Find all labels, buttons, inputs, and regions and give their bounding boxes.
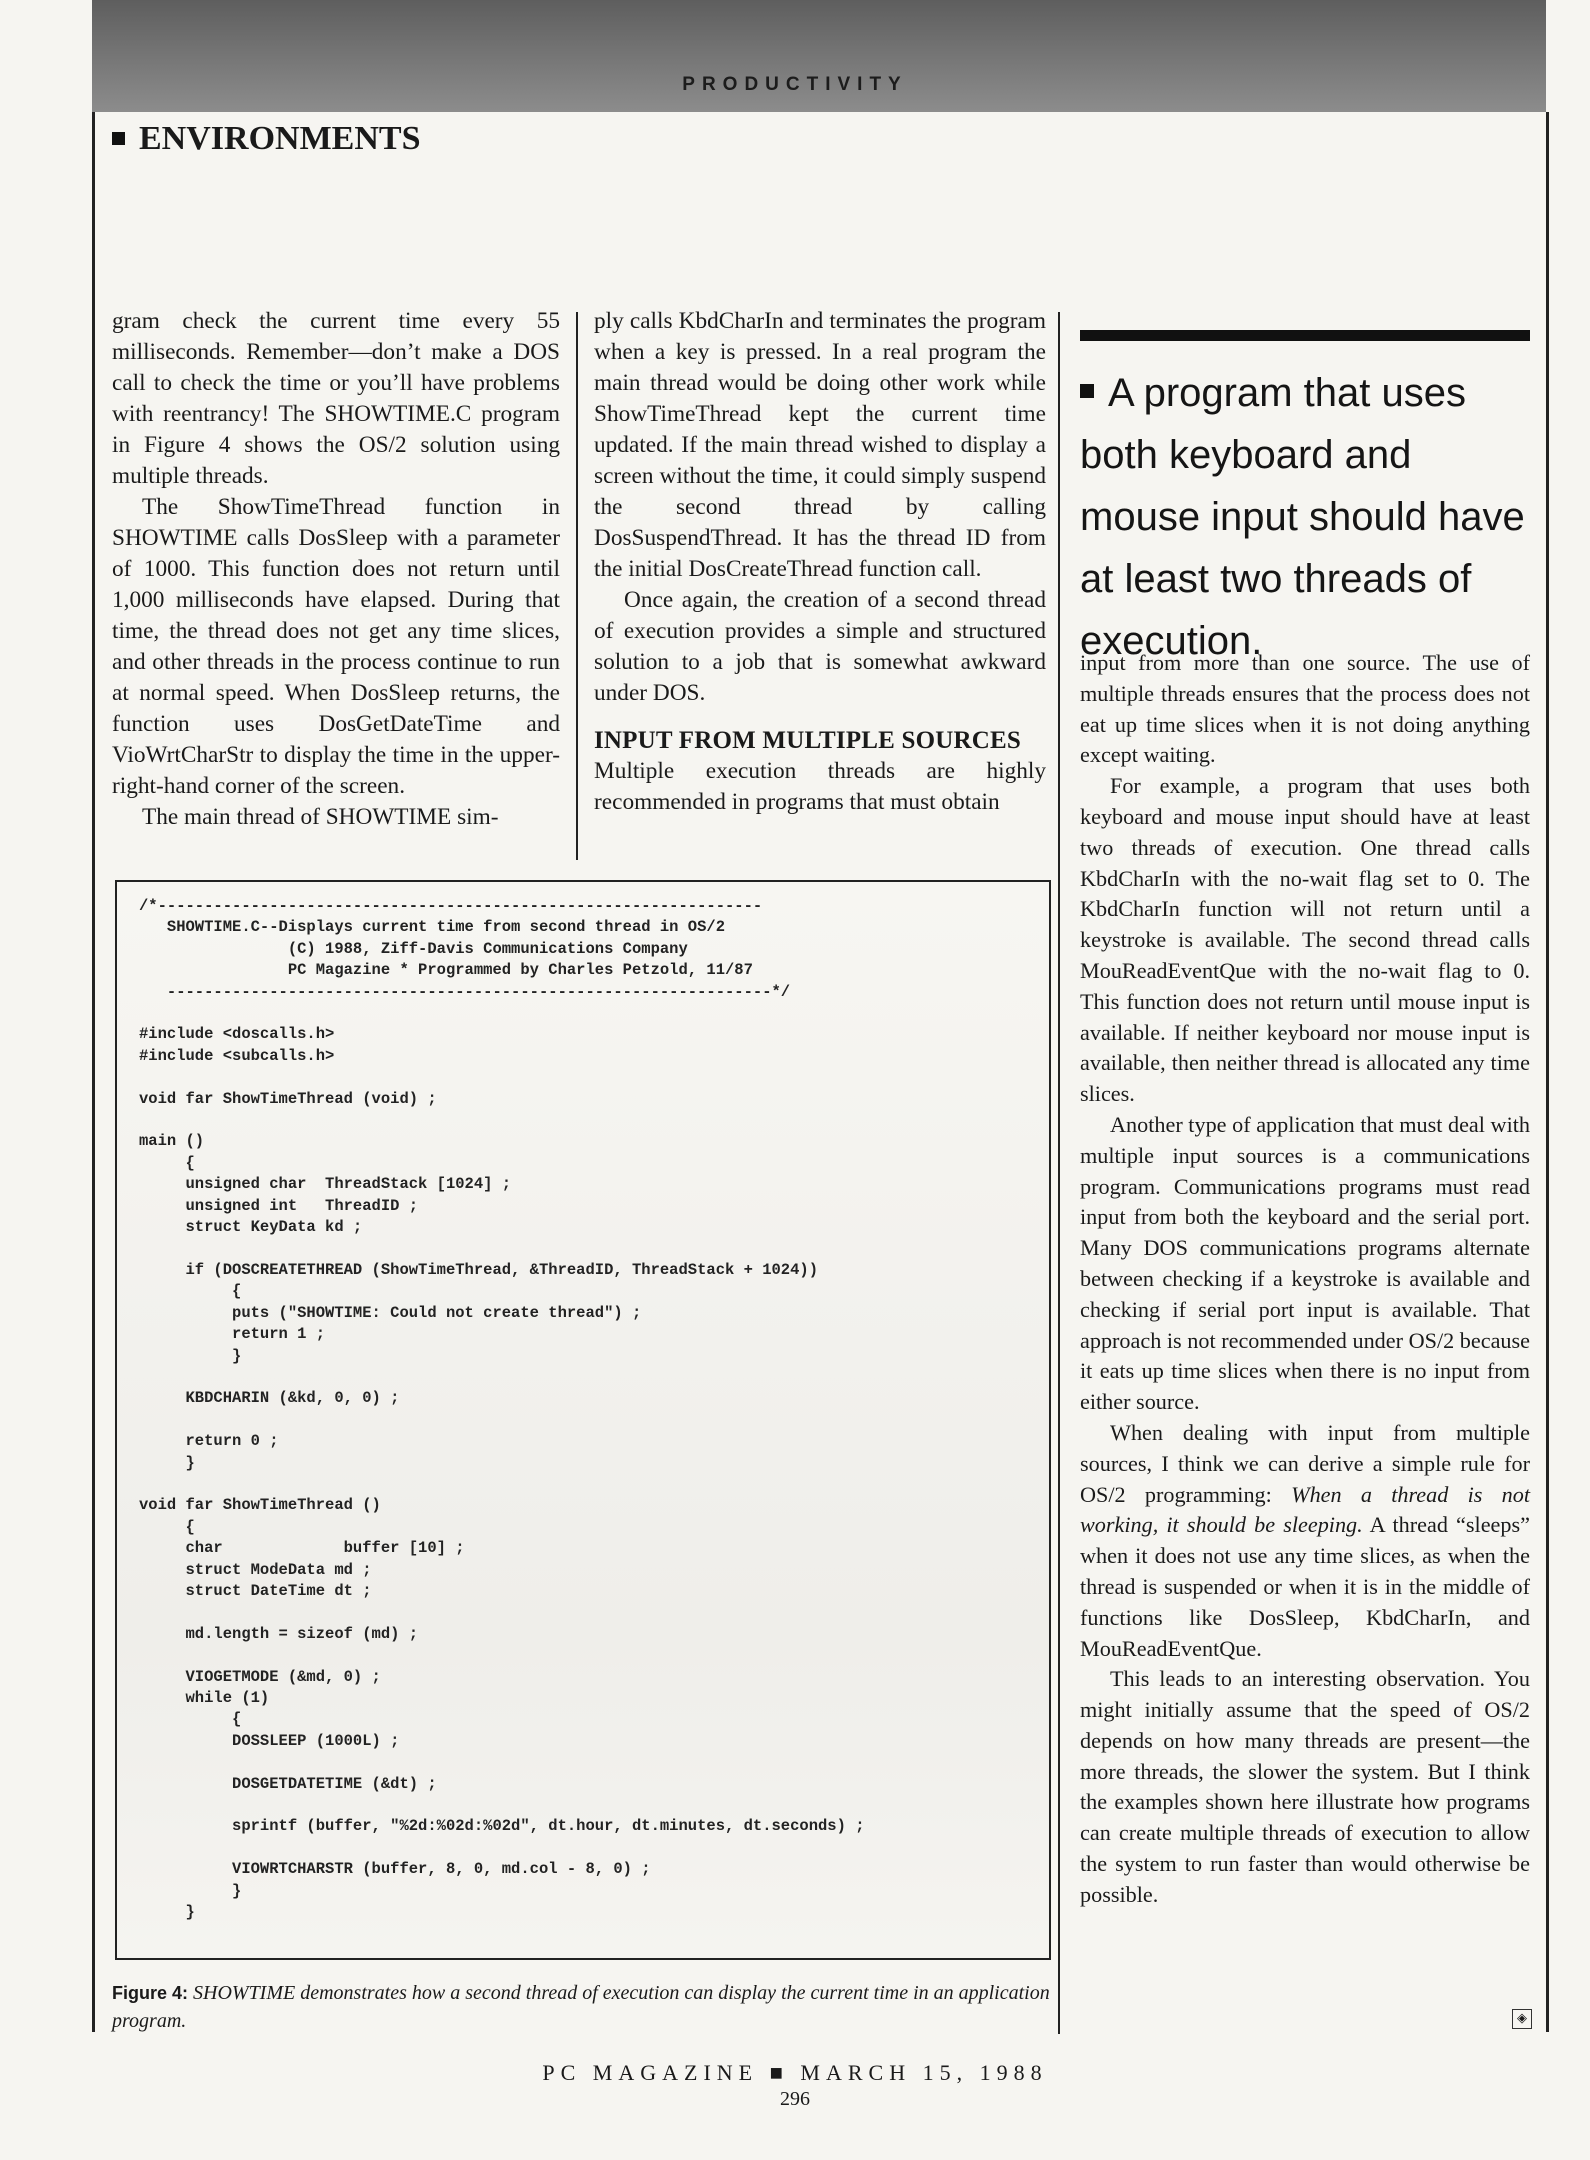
column-3-paragraph-2: For example, a program that uses both keyboard and mouse input should have at least two threads of execution. One thread calls KbdCharIn with the no-wait flag set to 0. The KbdCharIn function will not return until a keystroke is available. The second thread calls MouReadEventQue with the no-wait flag to 0. This function does not return until mouse input is available. If neither keyboard nor mouse input is available, then neither thread is allocated any time slices. [1080, 773, 1530, 1107]
page-number: 296 [780, 2088, 810, 2110]
paragraph-4-start: When dealing with input from multiple sources, I think we can derive a simple rule for OS/2 programming: [1080, 1419, 1530, 1507]
column-2-subhead: INPUT FROM MULTIPLE SOURCES [594, 727, 1021, 754]
column-1 [112, 306, 560, 833]
footer-publication: PC MAGAZINE ■ MARCH 15, 1988 [542, 2060, 1048, 2085]
column-2 [594, 306, 1046, 818]
caption-lead: Figure 4: [112, 1983, 189, 2003]
column-2-paragraph-3: Multiple execution threads are highly recommended in programs that must obtain [594, 758, 1046, 815]
column-divider-1 [576, 312, 578, 860]
column-3-paragraph-4 [1080, 1418, 1530, 1664]
figure-caption [112, 1979, 1052, 2035]
column-3-paragraph-5: This leads to an interesting observation. You might initially assume that the speed of OS/2 depends on how many threads are present—the more threads, the slower the system. But I think the examples shown here illustrate how programs can create multiple threads of execution to allow the system to run faster than would otherwise be possible. [1080, 1666, 1530, 1907]
column-divider-2 [1058, 312, 1060, 2034]
left-rule [92, 112, 95, 2032]
code-figure [115, 880, 1051, 1960]
column-2-paragraph-1: ply calls KbdCharIn and terminates the program when a key is pressed. In a real program the main thread would be doing other work while ShowTimeThread kept the current time updated. If the main thread wished to display a screen without the time, it could simply suspend the second thread by calling DosSuspendThread. It has the thread ID from the initial DosCreateThread function call. [594, 308, 1046, 582]
end-mark-icon: ◈ [1512, 2009, 1532, 2029]
caption-text: SHOWTIME demonstrates how a second thread of execution can display the current time in an application program. [112, 1982, 1050, 2032]
pullquote-bar [1080, 330, 1530, 341]
department-title [112, 120, 420, 158]
column-3-paragraph-3: Another type of application that must deal with multiple input sources is a communications program. Communications programs must read input from both the keyboard and the serial port. Many DOS communications programs alternate between checking if a keystroke is available and checking if serial port input is available. That approach is not recommended under OS/2 because it eats up time slices when there is no input from either source. [1080, 1111, 1530, 1415]
column-1-paragraph-3: The main thread of SHOWTIME sim- [142, 804, 499, 830]
code-listing: /*----------------------------------------------------------------- SHOWTIME.C--Displays current time from second thread in OS/2 (C) 1988, Ziff-Davis Communications Company PC Magazine * Programmed by Charles Petzold, 11/87 -----------------------------------------------------------------*/ #include <doscalls.h> #include <subcalls.h> void far ShowTimeThread (void) ; main () { unsigned char ThreadStack [1024] ; unsigned int ThreadID ; struct KeyData kd ; if (DOSCREATETHREAD (ShowTimeThread, &ThreadID, ThreadStack + 1024)) { puts ("SHOWTIME: Could not create thread") ; return 1 ; } KBDCHARIN (&kd, 0, 0) ; return 0 ; } void far ShowTimeThread () { char buffer [10] ; struct ModeData md ; struct DateTime dt ; md.length = sizeof (md) ; VIOGETMODE (&md, 0) ; while (1) { DOSSLEEP (1000L) ; DOSGETDATETIME (&dt) ; sprintf (buffer, "%2d:%02d:%02d", dt.hour, dt.minutes, dt.seconds) ; VIOWRTCHARSTR (buffer, 8, 0, md.col - 8, 0) ; } } [139, 897, 865, 1922]
column-1-paragraph-1: gram check the current time every 55 milliseconds. Remember—don’t make a DOS call to check the time or you’ll have problems with reentrancy! The SHOWTIME.C program in Figure 4 shows the OS/2 solution using multiple threads. [112, 308, 560, 489]
paragraph-4-emphasis: When a thread is not working, it should be sleeping. [1080, 1481, 1531, 1538]
section-label: PRODUCTIVITY [682, 74, 908, 95]
column-3-paragraph-1: input from more than one source. The use of multiple threads ensures that the process does not eat up time slices when it is not doing anything except waiting. [1080, 650, 1530, 768]
column-1-paragraph-2: The ShowTimeThread function in SHOWTIME calls DosSleep with a parameter of 1000. This function does not return until 1,000 milliseconds have elapsed. During that time, the thread does not get any time slices, and other threads in the process continue to run at normal speed. When DosSleep returns, the function uses DosGetDateTime and VioWrtCharStr to display the time in the upper-right-hand corner of the screen. [112, 494, 560, 799]
bullet-square [112, 132, 125, 145]
pullquote-bullet [1080, 384, 1094, 398]
pullquote-text: A program that uses both keyboard and mouse input should have at least two threads of execution. [1080, 371, 1525, 663]
pullquote [1080, 362, 1540, 672]
column-2-paragraph-2: Once again, the creation of a second thread of execution provides a simple and structured solution to a job that is somewhat awkward under DOS. [594, 587, 1046, 706]
paragraph-4-end: A thread “sleeps” when it does not use any time slices, as when the thread is suspended or when it is in the middle of functions like DosSleep, KbdCharIn, and MouReadEventQue. [1080, 1512, 1530, 1661]
column-3 [1080, 648, 1530, 1911]
department-label: ENVIRONMENTS [139, 120, 421, 157]
right-rule [1546, 112, 1549, 2032]
